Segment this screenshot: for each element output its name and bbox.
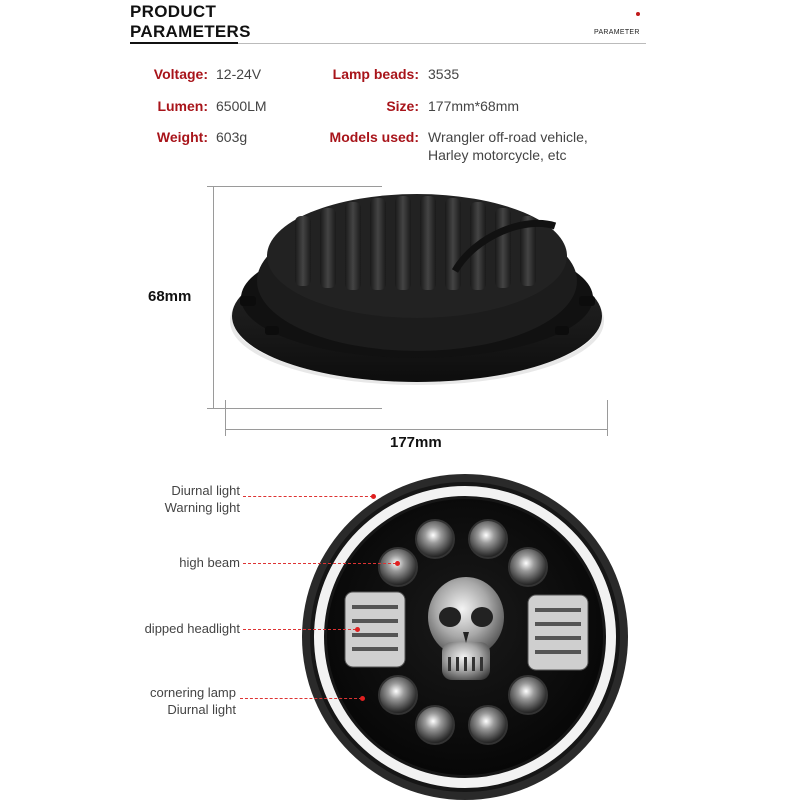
width-dimension-left-tick bbox=[225, 400, 226, 436]
dipped-leader-line bbox=[243, 629, 356, 630]
diurnal-leader-dot bbox=[371, 494, 376, 499]
size-value: 177mm*68mm bbox=[428, 98, 520, 114]
title-line-1: PRODUCT bbox=[130, 2, 217, 21]
cornering-leader-line bbox=[240, 698, 362, 699]
diurnal-light-bottom-label: Diurnal light bbox=[167, 702, 236, 717]
lamp-beads-value: 3535 bbox=[428, 66, 460, 82]
voltage-value: 12-24V bbox=[216, 66, 262, 82]
models-value-line-2: Harley motorcycle, etc bbox=[428, 147, 567, 163]
lumen-value: 6500LM bbox=[216, 98, 267, 114]
models-label: Models used: bbox=[329, 129, 419, 145]
width-dimension-right-tick bbox=[607, 400, 608, 436]
weight-value: 603g bbox=[216, 129, 248, 145]
parameter-tag: PARAMETER bbox=[594, 29, 640, 36]
accent-dot bbox=[636, 12, 640, 16]
width-dimension-horizontal bbox=[225, 429, 608, 430]
diurnal-leader-line bbox=[243, 496, 373, 497]
weight-label: Weight: bbox=[156, 129, 208, 145]
height-dimension-label: 68mm bbox=[148, 288, 192, 305]
voltage-label: Voltage: bbox=[153, 66, 208, 82]
height-dimension-vertical bbox=[213, 186, 214, 409]
dipped-headlight-label: dipped headlight bbox=[144, 621, 240, 636]
models-value-line-1: Wrangler off-road vehicle, bbox=[428, 129, 588, 145]
header-rule bbox=[238, 43, 646, 44]
cornering-diurnal-callout bbox=[100, 684, 236, 718]
headlight-side-photo bbox=[225, 186, 610, 401]
title-line-2: PARAMETERS bbox=[130, 22, 251, 41]
lamp-beads-label: Lamp beads: bbox=[332, 66, 419, 82]
cornering-leader-dot bbox=[360, 696, 365, 701]
dipped-leader-dot bbox=[355, 627, 360, 632]
models-value bbox=[428, 128, 588, 164]
diurnal-warning-callout bbox=[110, 482, 240, 516]
headlight-front-photo bbox=[300, 467, 630, 800]
page-title bbox=[130, 2, 251, 42]
title-underline bbox=[130, 42, 238, 44]
cornering-lamp-label: cornering lamp bbox=[150, 685, 236, 700]
height-dimension-bottom-line bbox=[207, 408, 382, 409]
warning-light-label: Warning light bbox=[164, 500, 240, 515]
high-beam-leader-dot bbox=[395, 561, 400, 566]
high-beam-label: high beam bbox=[179, 555, 240, 570]
width-dimension-label: 177mm bbox=[390, 434, 442, 451]
diurnal-light-label: Diurnal light bbox=[171, 483, 240, 498]
size-label: Size: bbox=[386, 98, 419, 114]
lumen-label: Lumen: bbox=[157, 98, 208, 114]
high-beam-leader-line bbox=[243, 563, 396, 564]
